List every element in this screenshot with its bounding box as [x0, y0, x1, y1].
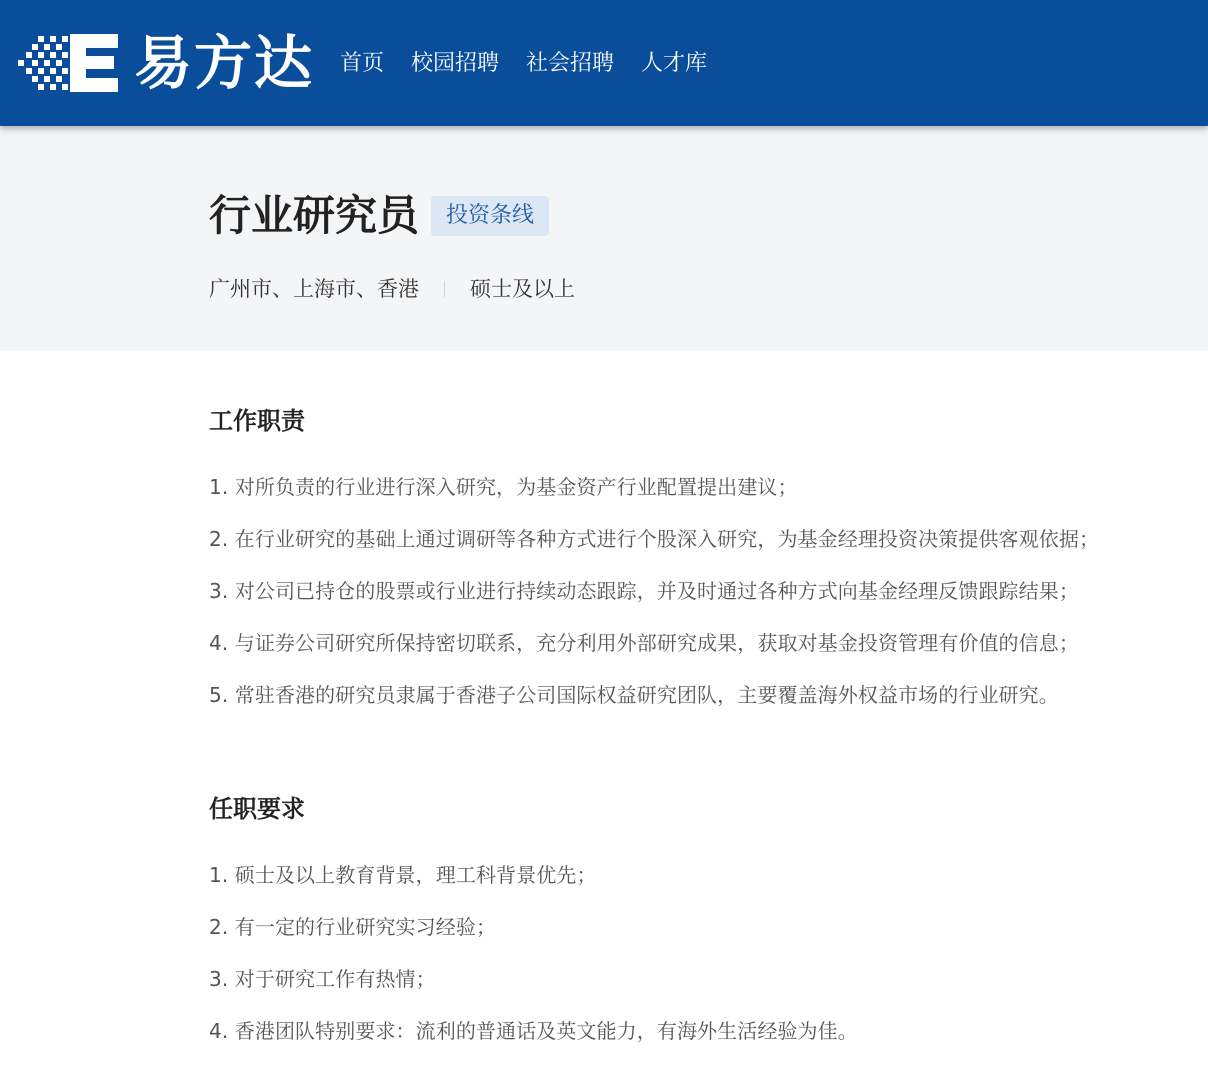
nav-home[interactable]: 首页	[340, 51, 385, 76]
duties-section	[209, 351, 1199, 721]
requirements-list	[209, 849, 1199, 1057]
list-item: 1. 硕士及以上教育背景，理工科背景优先；	[209, 863, 597, 887]
job-category-tag: 投资条线	[431, 196, 549, 236]
job-description	[209, 351, 1199, 1057]
list-item: 2. 在行业研究的基础上通过调研等各种方式进行个股深入研究，为基金经理投资决策提供客观依据；	[209, 527, 1100, 551]
job-meta	[209, 272, 575, 306]
list-item: 5. 常驻香港的研究员隶属于香港子公司国际权益研究团队，主要覆盖海外权益市场的行业研究。	[209, 683, 1059, 707]
requirements-section	[209, 721, 1199, 1057]
list-item: 2. 有一定的行业研究实习经验；	[209, 915, 497, 939]
list-item: 4. 香港团队特别要求：流利的普通话及英文能力，有海外生活经验为佳。	[209, 1019, 858, 1043]
meta-divider	[444, 281, 445, 297]
list-item: 3. 对于研究工作有热情；	[209, 967, 436, 991]
nav-social-recruitment[interactable]: 社会招聘	[526, 51, 615, 76]
job-location: 广州市、上海市、香港	[209, 277, 419, 301]
list-item: 1. 对所负责的行业进行深入研究，为基金资产行业配置提出建议；	[209, 475, 798, 499]
duties-title: 工作职责	[209, 407, 305, 435]
job-title: 行业研究员	[209, 191, 420, 240]
duties-list	[209, 461, 1199, 721]
list-item: 3. 对公司已持仓的股票或行业进行持续动态跟踪，并及时通过各种方式向基金经理反馈跟踪结果；	[209, 579, 1079, 603]
list-item: 4. 与证券公司研究所保持密切联系，充分利用外部研究成果，获取对基金投资管理有价值的信息；	[209, 631, 1079, 655]
nav-campus-recruitment[interactable]: 校园招聘	[411, 51, 500, 76]
site-header	[0, 0, 1208, 126]
brand-name: 易方达	[134, 29, 315, 97]
job-education: 硕士及以上	[470, 277, 575, 301]
job-title-row	[209, 188, 549, 244]
requirements-title: 任职要求	[209, 795, 305, 823]
efunds-e-logo-icon	[16, 31, 120, 95]
nav-talent-pool[interactable]: 人才库	[641, 51, 708, 76]
brand-logo[interactable]	[16, 28, 316, 98]
job-header	[0, 126, 1208, 351]
main-nav	[340, 44, 707, 84]
